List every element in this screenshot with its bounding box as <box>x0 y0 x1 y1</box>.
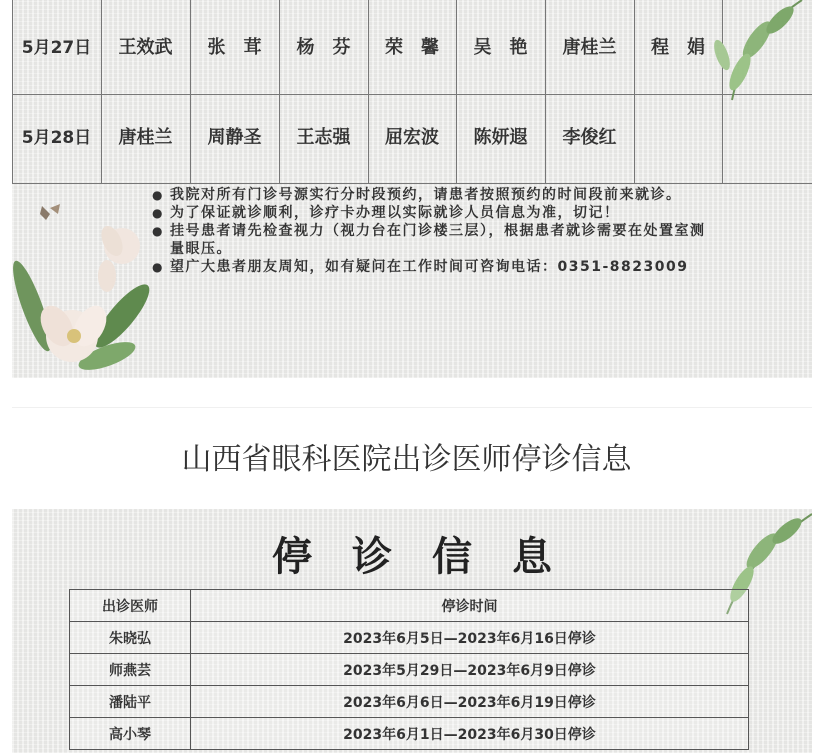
schedule-doctor: 周静圣 <box>207 127 262 148</box>
stop-period: 2023年6月1日—2023年6月30日停诊 <box>191 718 749 750</box>
magnolia-flower-icon <box>12 186 152 378</box>
schedule-doctor: 李俊红 <box>562 127 617 148</box>
schedule-doctor: 陈妍遐 <box>473 127 528 148</box>
divider <box>12 407 812 408</box>
grid-line <box>12 183 812 184</box>
notice-item: ● 望广大患者朋友周知，如有疑问在工作时间可咨询电话：0351-8823009 <box>152 258 712 276</box>
section-heading: 山西省眼科医院出诊医师停诊信息 <box>181 442 632 477</box>
leaf-decoration-icon <box>702 0 812 110</box>
stop-period: 2023年6月5日—2023年6月16日停诊 <box>191 622 749 654</box>
stop-doctor: 潘陆平 <box>70 686 191 718</box>
schedule-doctor: 唐桂兰 <box>118 127 173 148</box>
stop-notice-panel <box>12 509 812 753</box>
notice-item: ● 为了保证就诊顺利，诊疗卡办理以实际就诊人员信息为准，切记！ <box>152 204 712 222</box>
table-row <box>70 654 749 686</box>
schedule-date: 5月27日 <box>21 38 92 58</box>
table-row <box>70 686 749 718</box>
header-period: 停诊时间 <box>191 590 749 622</box>
schedule-doctor <box>634 118 722 158</box>
schedule-doctor: 程 娟 <box>651 37 705 58</box>
schedule-doctor: 杨 芬 <box>296 37 351 58</box>
stop-doctor: 高小琴 <box>70 718 191 750</box>
stop-doctor: 朱晓弘 <box>70 622 191 654</box>
table-header-row <box>70 590 749 622</box>
table-row <box>70 622 749 654</box>
schedule-panel <box>12 0 812 378</box>
schedule-doctor: 王志强 <box>296 127 351 148</box>
schedule-doctor: 荣 馨 <box>385 37 439 58</box>
schedule-doctor: 唐桂兰 <box>562 37 617 58</box>
schedule-doctor: 吴 艳 <box>473 37 528 58</box>
stop-notice-title: 停诊信息 <box>272 534 592 580</box>
schedule-doctor: 张 茸 <box>207 37 262 58</box>
notice-item: ● 我院对所有门诊号源实行分时段预约，请患者按照预约的时间段前来就诊。 <box>152 186 712 204</box>
schedule-doctor: 王效武 <box>118 37 173 58</box>
schedule-date: 5月28日 <box>21 128 92 148</box>
stop-period: 2023年5月29日—2023年6月9日停诊 <box>191 654 749 686</box>
stop-notice-table <box>69 589 749 750</box>
schedule-doctor: 屈宏波 <box>385 127 439 148</box>
grid-line <box>12 94 812 95</box>
stop-doctor: 师燕芸 <box>70 654 191 686</box>
stop-period: 2023年6月6日—2023年6月19日停诊 <box>191 686 749 718</box>
header-doctor: 出诊医师 <box>70 590 191 622</box>
table-row <box>70 718 749 750</box>
notice-item: ● 挂号患者请先检查视力（视力台在门诊楼三层），根据患者就诊需要在处置室测量眼压。 <box>152 222 712 258</box>
notice-list <box>152 186 712 276</box>
